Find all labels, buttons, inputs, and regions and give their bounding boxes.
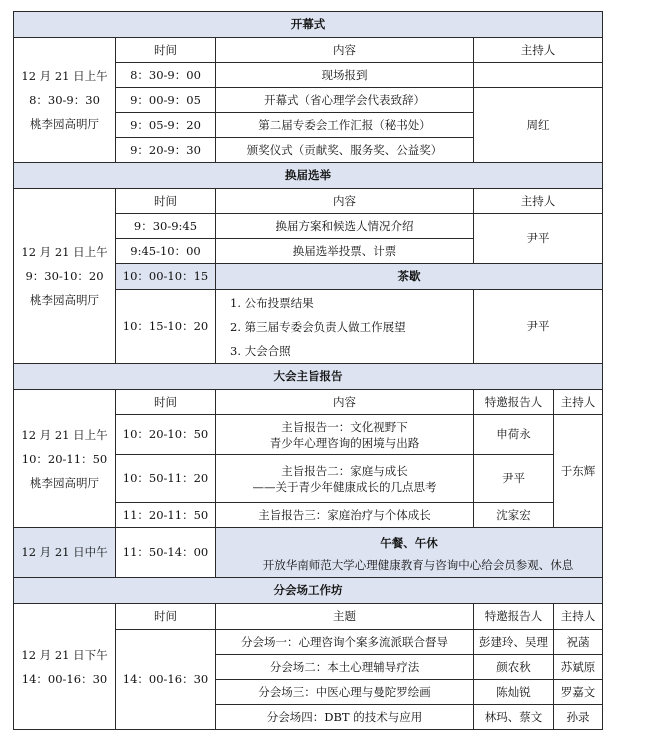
breakout-time: 14：00-16：30 [116,630,216,730]
lunch-slot: 12 月 21 日中午 [14,528,116,578]
keynote-row-content: 主旨报告三：家庭治疗与个体成长 [216,503,474,528]
election-header-host: 主持人 [474,189,603,214]
opening-row-time: 9：05-9：20 [116,113,216,138]
opening-slot: 12 月 21 日上午 8：30-9：30 桃李园高明厅 [14,38,116,163]
keynote-host: 于东辉 [554,415,603,528]
opening-header-content: 内容 [216,38,474,63]
election-row-time: 9:45-10：00 [116,239,216,264]
breakout-slot: 12 月 21 日下午 14：00-16：30 [14,604,116,730]
section-title-breakout: 分会场工作坊 [14,578,603,604]
breakout-row-topic: 分会场二：本土心理辅导疗法 [216,655,474,680]
tea-break-time: 10：00-10：15 [116,264,216,290]
election-header-time: 时间 [116,189,216,214]
opening-host: 周红 [474,88,603,163]
breakout-header-host: 主持人 [554,604,603,630]
keynote-row-speaker: 申荷永 [474,415,554,455]
breakout-row-topic: 分会场三：中医心理与曼陀罗绘画 [216,680,474,705]
breakout-row-speaker: 彭建玲、吴理 [474,630,554,655]
opening-row-content: 开幕式（省心理学会代表致辞） [216,88,474,113]
election-host: 尹平 [474,214,603,264]
tea-break-label: 茶歇 [216,264,603,290]
keynote-row-time: 10：20-10：50 [116,415,216,455]
election-row-time: 9：30-9:45 [116,214,216,239]
breakout-row-speaker: 颜农秋 [474,655,554,680]
keynote-row-content: 主旨报告二：家庭与成长 ——关于青少年健康成长的几点思考 [216,455,474,503]
schedule-sheet [13,11,603,730]
section-title-keynote: 大会主旨报告 [14,364,603,390]
breakout-row-topic: 分会场一：心理咨询个案多流派联合督导 [216,630,474,655]
breakout-row-host: 苏斌原 [554,655,603,680]
opening-header-host: 主持人 [474,38,603,63]
election-header-content: 内容 [216,189,474,214]
keynote-header-host: 主持人 [554,390,603,415]
election-row-content: 换届选举投票、计票 [216,239,474,264]
lunch-title: 午餐、午休 [380,535,438,550]
election-after-host: 尹平 [474,290,603,364]
lunch-content [216,528,603,578]
breakout-header-time: 时间 [116,604,216,630]
keynote-header-time: 时间 [116,390,216,415]
opening-row-content: 第二届专委会工作汇报（秘书处） [216,113,474,138]
breakout-row-topic: 分会场四：DBT 的技术与应用 [216,705,474,730]
lunch-time: 11：50-14：00 [116,528,216,578]
lunch-desc: 开放华南师范大学心理健康教育与咨询中心给会员参观、休息 [262,557,574,572]
opening-row-time: 9：00-9：05 [116,88,216,113]
election-row-content: 换届方案和候选人情况介绍 [216,214,474,239]
election-after-time: 10：15-10：20 [116,290,216,364]
section-title-election: 换届选举 [14,163,603,189]
keynote-row-speaker: 沈家宏 [474,503,554,528]
breakout-row-speaker: 陈灿锐 [474,680,554,705]
keynote-row-content: 主旨报告一：文化视野下 青少年心理咨询的困境与出路 [216,415,474,455]
opening-row-host-blank [474,63,603,88]
keynote-header-content: 内容 [216,390,474,415]
keynote-slot: 12 月 21 日上午 10：20-11：50 桃李园高明厅 [14,390,116,528]
election-slot: 12 月 21 日上午 9：30-10：20 桃李园高明厅 [14,189,116,364]
opening-row-time: 8：30-9：00 [116,63,216,88]
breakout-row-host: 孙录 [554,705,603,730]
breakout-row-speaker: 林玛、蔡文 [474,705,554,730]
election-after-items: 1. 公布投票结果 2. 第三届专委会负责人做工作展望 3. 大会合照 [216,290,474,364]
keynote-row-time: 10：50-11：20 [116,455,216,503]
breakout-header-speaker: 特邀报告人 [474,604,554,630]
breakout-header-topic: 主题 [216,604,474,630]
opening-row-content: 现场报到 [216,63,474,88]
keynote-header-speaker: 特邀报告人 [474,390,554,415]
opening-header-time: 时间 [116,38,216,63]
section-title-opening: 开幕式 [14,12,603,38]
breakout-row-host: 祝菡 [554,630,603,655]
keynote-row-time: 11：20-11：50 [116,503,216,528]
opening-row-content: 颁奖仪式（贡献奖、服务奖、公益奖） [216,138,474,163]
keynote-row-speaker: 尹平 [474,455,554,503]
breakout-row-host: 罗嘉文 [554,680,603,705]
conference-schedule-table [13,11,603,730]
opening-row-time: 9：20-9：30 [116,138,216,163]
